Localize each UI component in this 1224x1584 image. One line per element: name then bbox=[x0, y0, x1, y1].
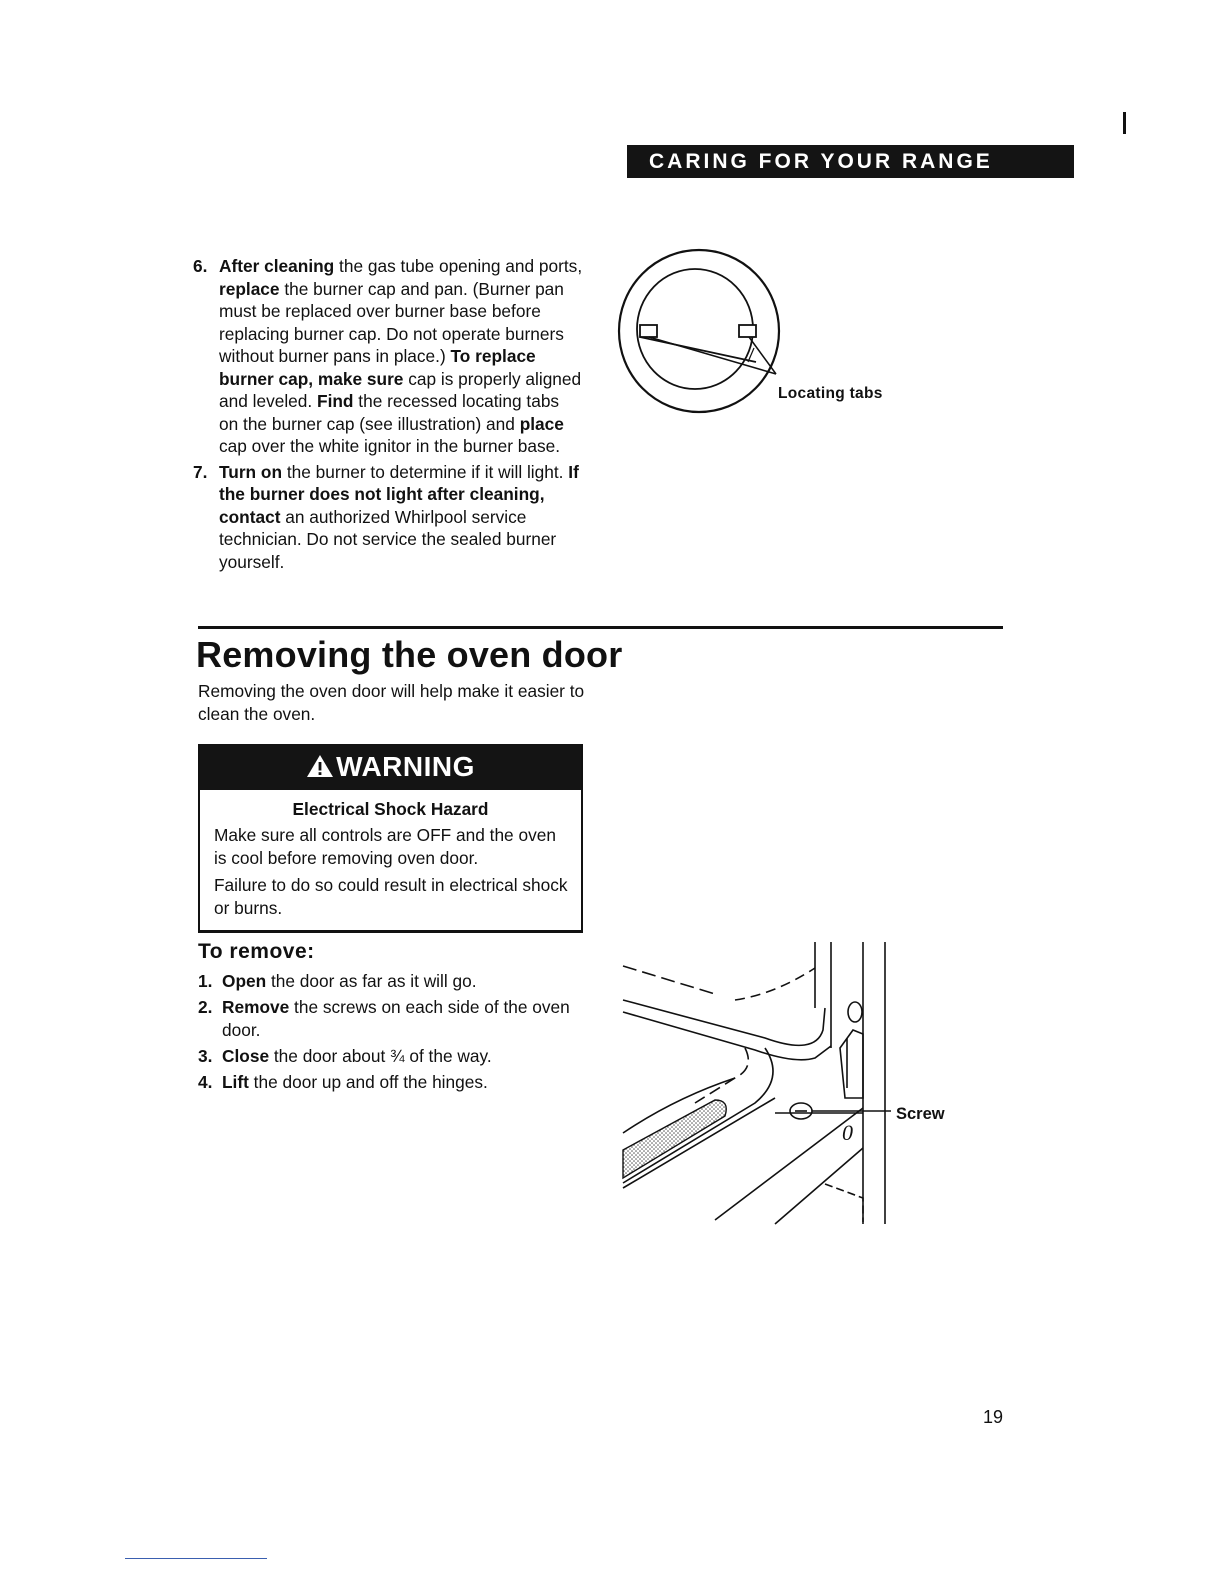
section-banner: CARING FOR YOUR RANGE bbox=[627, 145, 1074, 178]
step-item bbox=[198, 1071, 578, 1094]
emphasis-text: Lift bbox=[222, 1072, 249, 1092]
emphasis-text: Remove bbox=[222, 997, 290, 1017]
warning-body bbox=[200, 820, 581, 919]
step-item bbox=[198, 1045, 578, 1068]
steps-list-remove bbox=[198, 970, 578, 1097]
step-item bbox=[193, 255, 583, 458]
footer-rule bbox=[125, 1558, 267, 1559]
step-text: Close the door about ¾ of the way. bbox=[222, 1046, 492, 1066]
emphasis-text: To replace burner cap, make sure bbox=[219, 346, 536, 389]
burner-cap-illustration bbox=[612, 244, 912, 424]
step-number: 3. bbox=[198, 1046, 213, 1066]
step-number: 7. bbox=[193, 461, 208, 482]
remove-heading: To remove: bbox=[198, 940, 315, 963]
emphasis-text: replace bbox=[219, 278, 280, 299]
step-item bbox=[193, 461, 583, 574]
warning-header bbox=[200, 744, 581, 790]
step-item bbox=[198, 996, 578, 1042]
step-item bbox=[198, 970, 578, 993]
locating-tabs-label: Locating tabs bbox=[778, 385, 883, 402]
door-mark-label: 0 bbox=[842, 1120, 853, 1145]
step-text: Remove the screws on each side of the oven door. bbox=[222, 997, 570, 1040]
page-number: 19 bbox=[983, 1407, 1004, 1427]
page-edge-mark bbox=[1123, 112, 1126, 134]
section-divider bbox=[198, 626, 1003, 629]
step-text: After cleaning the gas tube opening and ports, replace the burner cap and pan. (Burner pan must be replaced over burner base before replacing burner cap. Do not operate burners without burner pans in place.) To replace burner cap, make sure cap is properly aligned and leveled. Find the recessed locating tabs on the burner cap (see illustration) and place cap over the white ignitor in the burner base. bbox=[219, 256, 583, 456]
oven-door-hinge-illustration bbox=[615, 938, 960, 1228]
step-text: Lift the door up and off the hinges. bbox=[222, 1072, 488, 1092]
warning-paragraph: Make sure all controls are OFF and the oven is cool before removing oven door. bbox=[214, 825, 556, 868]
screw-label: Screw bbox=[896, 1105, 945, 1123]
emphasis-text: Close bbox=[222, 1046, 270, 1066]
emphasis-text: place bbox=[519, 413, 564, 434]
steps-list-top bbox=[193, 255, 583, 576]
step-number: 4. bbox=[198, 1072, 213, 1092]
warning-paragraph: Failure to do so could result in electrical shock or burns. bbox=[214, 875, 568, 918]
step-number: 1. bbox=[198, 971, 213, 991]
step-text: Open the door as far as it will go. bbox=[222, 971, 477, 991]
warning-subheading: Electrical Shock Hazard bbox=[292, 799, 489, 819]
step-number: 2. bbox=[198, 997, 213, 1017]
emphasis-text: Open bbox=[222, 971, 267, 991]
emphasis-text: If the burner does not light after cleaning, contact bbox=[219, 461, 579, 527]
step-number: 6. bbox=[193, 256, 208, 276]
section-title: Removing the oven door bbox=[196, 634, 623, 675]
warning-heading: WARNING bbox=[336, 751, 475, 782]
warning-triangle-icon bbox=[306, 754, 334, 778]
warning-box bbox=[198, 744, 583, 933]
emphasis-text: Turn on bbox=[219, 461, 283, 482]
emphasis-text: Find bbox=[317, 391, 354, 411]
emphasis-text: After cleaning bbox=[219, 256, 335, 276]
section-intro: Removing the oven door will help make it easier to clean the oven. bbox=[198, 681, 585, 724]
step-text: Turn on the burner to determine if it will light. If the burner does not light after cleaning, contact an authorized Whirlpool service technician. Do not service the sealed burner yourself. bbox=[219, 461, 579, 572]
